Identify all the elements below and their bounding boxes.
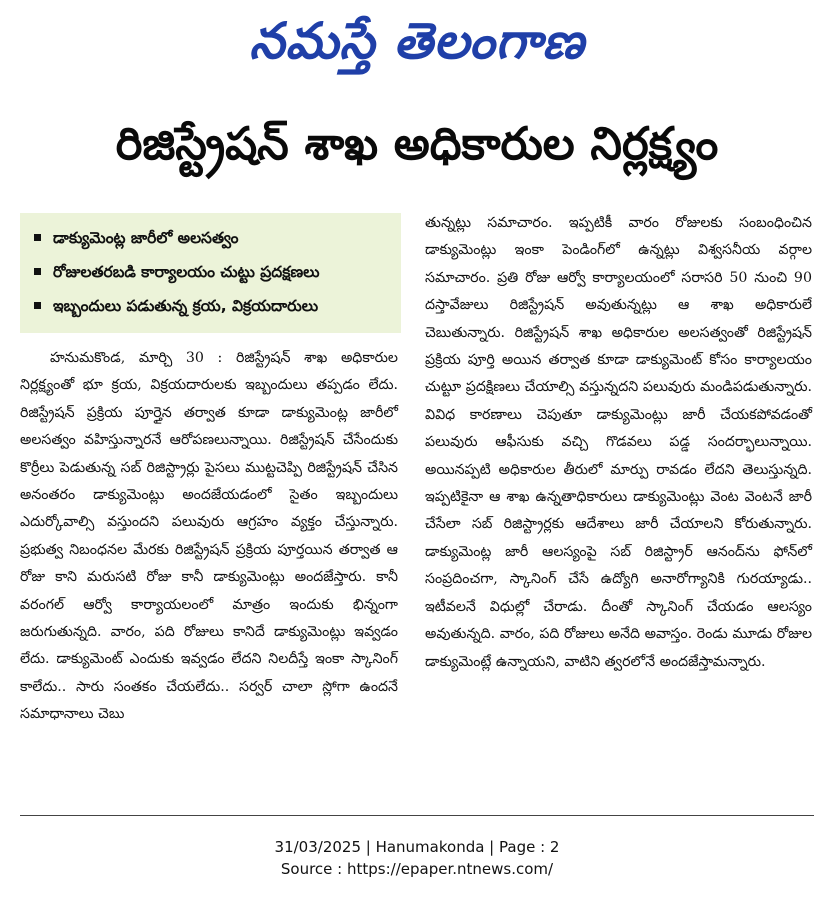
newspaper-logo-title: నమస్తే తెలంగాణ (249, 11, 585, 70)
highlight-text: ఇబ్బందులు పడుతున్న క్రయ, విక్రయదారులు (53, 297, 319, 315)
highlight-item (32, 255, 391, 289)
highlights-box (20, 213, 401, 333)
article-text-left: హనుమకొండ, మార్చి 30 : రిజిస్ట్రేషన్ శాఖ అధికారుల నిర్లక్ష్యంతో భూ క్రయ, విక్రయదారులకు ఇబ్బందులు తప్పడం లేదు. రిజిస్ట్రేషన్ ప్రక్రియ పూర్తైన తర్వాత కూడా డాక్యుమెంట్ల జారీలో అలసత్వం వహిస్తున్నారనే ఆరోపణలున్నాయి. రిజిస్ట్రేషన్ చేసేందుకు కొర్రీలు పెడుతున్న సబ్ రిజిస్ట్రార్లు పైసలు ముట్టచెప్పి రిజిస్ట్రేషన్ చేసిన అనంతరం డాక్యుమెంట్లు అందజేయడంలో సైతం ఇబ్బందులు ఎదుర్కోవాల్సి వస్తుందని పలువురు ఆగ్రహం వ్యక్తం చేస్తున్నారు. ప్రభుత్వ నిబంధనల మేరకు రిజిస్ట్రేషన్ ప్రక్రియ పూర్తయిన తర్వాత ఆ రోజు కాని మరుసటి రోజు కానీ డాక్యుమెంట్లు అందజేస్తారు. కానీ వరంగల్ ఆర్వో కార్యాయలంలో మాత్రం ఇందుకు భిన్నంగా జరుగుతున్నది. వారం, పది రోజులు కానిదే డాక్యుమెంట్లు ఇవ్వడం లేదు. డాక్యుమెంట్ ఎందుకు ఇవ్వడం లేదని నిలదీస్తే ఇంకా స్కానింగ్ కాలేదు.. సారు సంతకం చేయలేదు.. సర్వర్ చాలా స్లోగా ఉందనే సమాధానాలు చెబు (20, 350, 398, 723)
page-footer (0, 836, 834, 880)
highlight-text: రోజులతరబడి కార్యాలయం చుట్టు ప్రదక్షణలు (53, 263, 320, 281)
footer-source-link[interactable]: Source : https://epaper.ntnews.com/ (280, 860, 554, 878)
article-column-right (425, 210, 812, 676)
article-headline: రిజిస్ట్రేషన్ శాఖ అధికారుల నిర్లక్ష్యం (115, 117, 719, 170)
masthead (0, 6, 834, 76)
square-bullet-icon (34, 302, 41, 309)
highlight-item (32, 289, 391, 323)
footer-meta: 31/03/2025 | Hanumakonda | Page : 2 (274, 838, 560, 856)
article-text-right: తున్నట్లు సమాచారం. ఇప్పటికీ వారం రోజులకు సంబంధించిన డాక్యుమెంట్లు ఇంకా పెండింగ్‌లో ఉన్నట్లు విశ్వసనీయ వర్గాల సమాచారం. ప్రతి రోజు ఆర్వో కార్యాలయంలో సరాసరి 50 నుంచి 90 దస్తావేజులు రిజిస్ట్రేషన్ అవుతున్నట్లు ఆ శాఖ అధికారులే చెబుతున్నారు. రిజిస్ట్రేషన్ శాఖ అధికారుల అలసత్వంతో రిజిస్ట్రేషన్ ప్రక్రియ పూర్తి అయిన తర్వాత కూడా డాక్యుమెంట్ కోసం కార్యాలయం చుట్టూ ప్రదక్షిణలు చేయాల్సి వస్తున్నదని పలువురు మండిపడుతున్నారు. వివిధ కారణాలు చెపుతూ డాక్యుమెంట్లు జారీ చేయకపోవడంతో పలువురు ఆఫీసుకు వచ్చి గొడవలు పడ్డ సందర్భాలున్నాయి. అయినప్పటి అధికారుల తీరులో మార్పు రావడం లేదని తెలుస్తున్నది. ఇప్పటికైనా ఆ శాఖ ఉన్నతాధికారులు డాక్యుమెంట్లు వెంట వెంటనే జారీ చేసేలా సబ్ రిజిస్ట్రార్లకు ఆదేశాలు జారీ చేయాలని కోరుతున్నారు. డాక్యుమెంట్ల జారీ ఆలస్యంపై సబ్ రిజిస్ట్రార్ ఆనంద్‌ను ఫోన్‌లో సంప్రదించగా, స్కానింగ్ చేసే ఉద్యోగి అనారోగ్యానికి గురయ్యాడు.. ఇటీవలనే విధుల్లో చేరాడు. దీంతో స్కానింగ్ చేయడం ఆలస్యం అవుతున్నది. వారం, పది రోజులు అనేది అవాస్తం. రెండు మూడు రోజుల డాక్యుమెంట్లే ఉన్నాయని, వాటిని త్వరలోనే అందజేస్తామన్నారు. (425, 215, 812, 670)
footer-divider (20, 815, 814, 816)
square-bullet-icon (34, 234, 41, 241)
square-bullet-icon (34, 268, 41, 275)
highlight-item (32, 221, 391, 255)
highlight-text: డాక్యుమెంట్ల జారీలో అలసత్వం (53, 229, 239, 247)
article-column-left (20, 345, 398, 729)
